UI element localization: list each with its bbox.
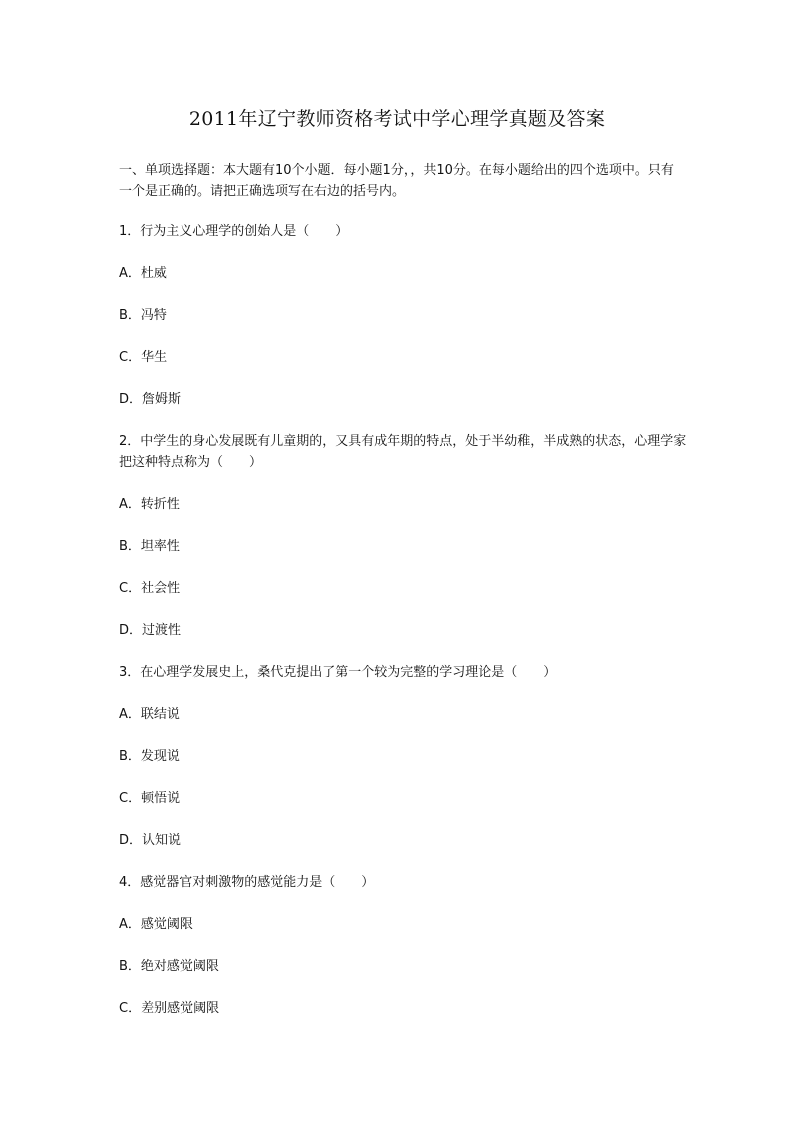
option-b: B．坦率性 [119,539,180,554]
question-stem: 4．感觉器官对刺激物的感觉能力是（ ） [119,875,375,890]
option-a: A．感觉阈限 [119,917,193,932]
option-a: A．杜威 [119,266,167,281]
option-a: A．联结说 [119,707,180,722]
question-stem: 2．中学生的身心发展既有儿童期的，又具有成年期的特点，处于半幼稚，半成熟的状态，心理学家把这种特点称为（ ） [119,434,687,470]
option-b: B．冯特 [119,308,167,323]
option-c: C．华生 [119,350,168,365]
question-stem: 1．行为主义心理学的创始人是（ ） [119,224,349,239]
option-d: D．詹姆斯 [119,392,182,407]
question-4 [119,872,689,1019]
option-a: A．转折性 [119,497,180,512]
question-list [119,221,689,1040]
section-intro: 一、单项选择题：本大题有10个小题．每小题1分，，共10分。在每小题给出的四个选项中。只有一个是正确的。请把正确选项写在右边的括号内。 [119,163,674,199]
option-d: D．过渡性 [119,623,182,638]
question-stem: 3．在心理学发展史上，桑代克提出了第一个较为完整的学习理论是（ ） [119,665,557,680]
option-b: B．发现说 [119,749,180,764]
option-d: D．认知说 [119,833,182,848]
option-c: C．顿悟说 [119,791,181,806]
page-title: 2011年辽宁教师资格考试中学心理学真题及答案 [188,108,606,130]
option-c: C．社会性 [119,581,181,596]
question-2 [119,431,689,641]
option-c: C．差别感觉阈限 [119,1001,220,1016]
question-3 [119,662,689,851]
question-1 [119,221,689,410]
option-b: B．绝对感觉阈限 [119,959,219,974]
